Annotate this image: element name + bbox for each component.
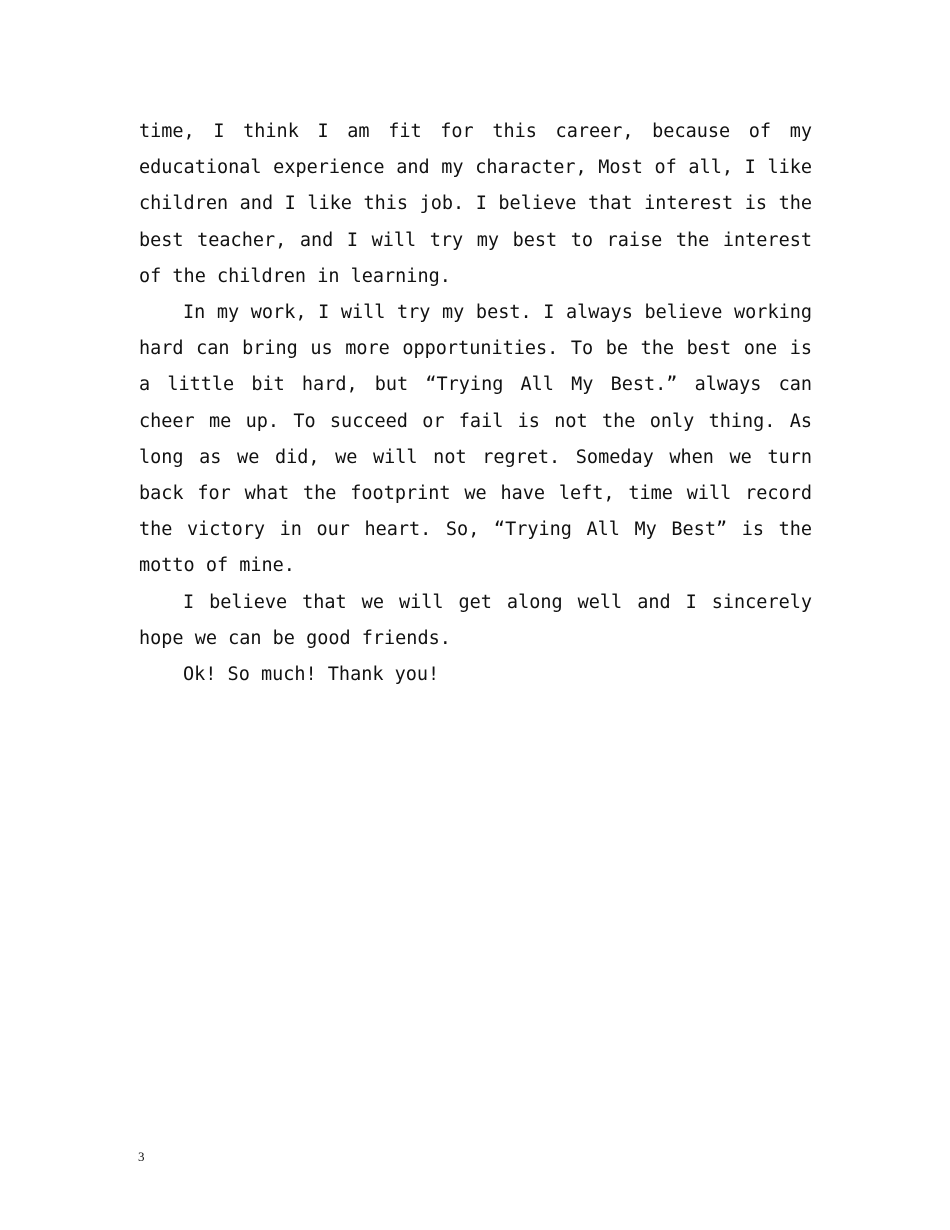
paragraph-3: I believe that we will get along well and I sincerely hope we can be good friends. (139, 591, 812, 649)
body-text (139, 114, 812, 693)
paragraph-4: Ok! So much! Thank you! (183, 664, 440, 686)
paragraph-1: time, I think I am fit for this career, because of my educational experience and my character, Most of all, I like children and I like this job. I believe that interest is the best teacher, and I will try my best to raise the interest of the children in learning. (139, 121, 812, 287)
paragraph-2: In my work, I will try my best. I always believe working hard can bring us more opportunities. To be the best one is a little bit hard, but “Trying All My Best.” always can cheer me up. To succeed or fail is not the only thing. As long as we did, we will not regret. Someday when we turn back for what the footprint we have left, time will record the victory in our heart. So, “Trying All My Best” is the motto of mine. (139, 302, 812, 577)
page-number: 3 (138, 1149, 145, 1164)
